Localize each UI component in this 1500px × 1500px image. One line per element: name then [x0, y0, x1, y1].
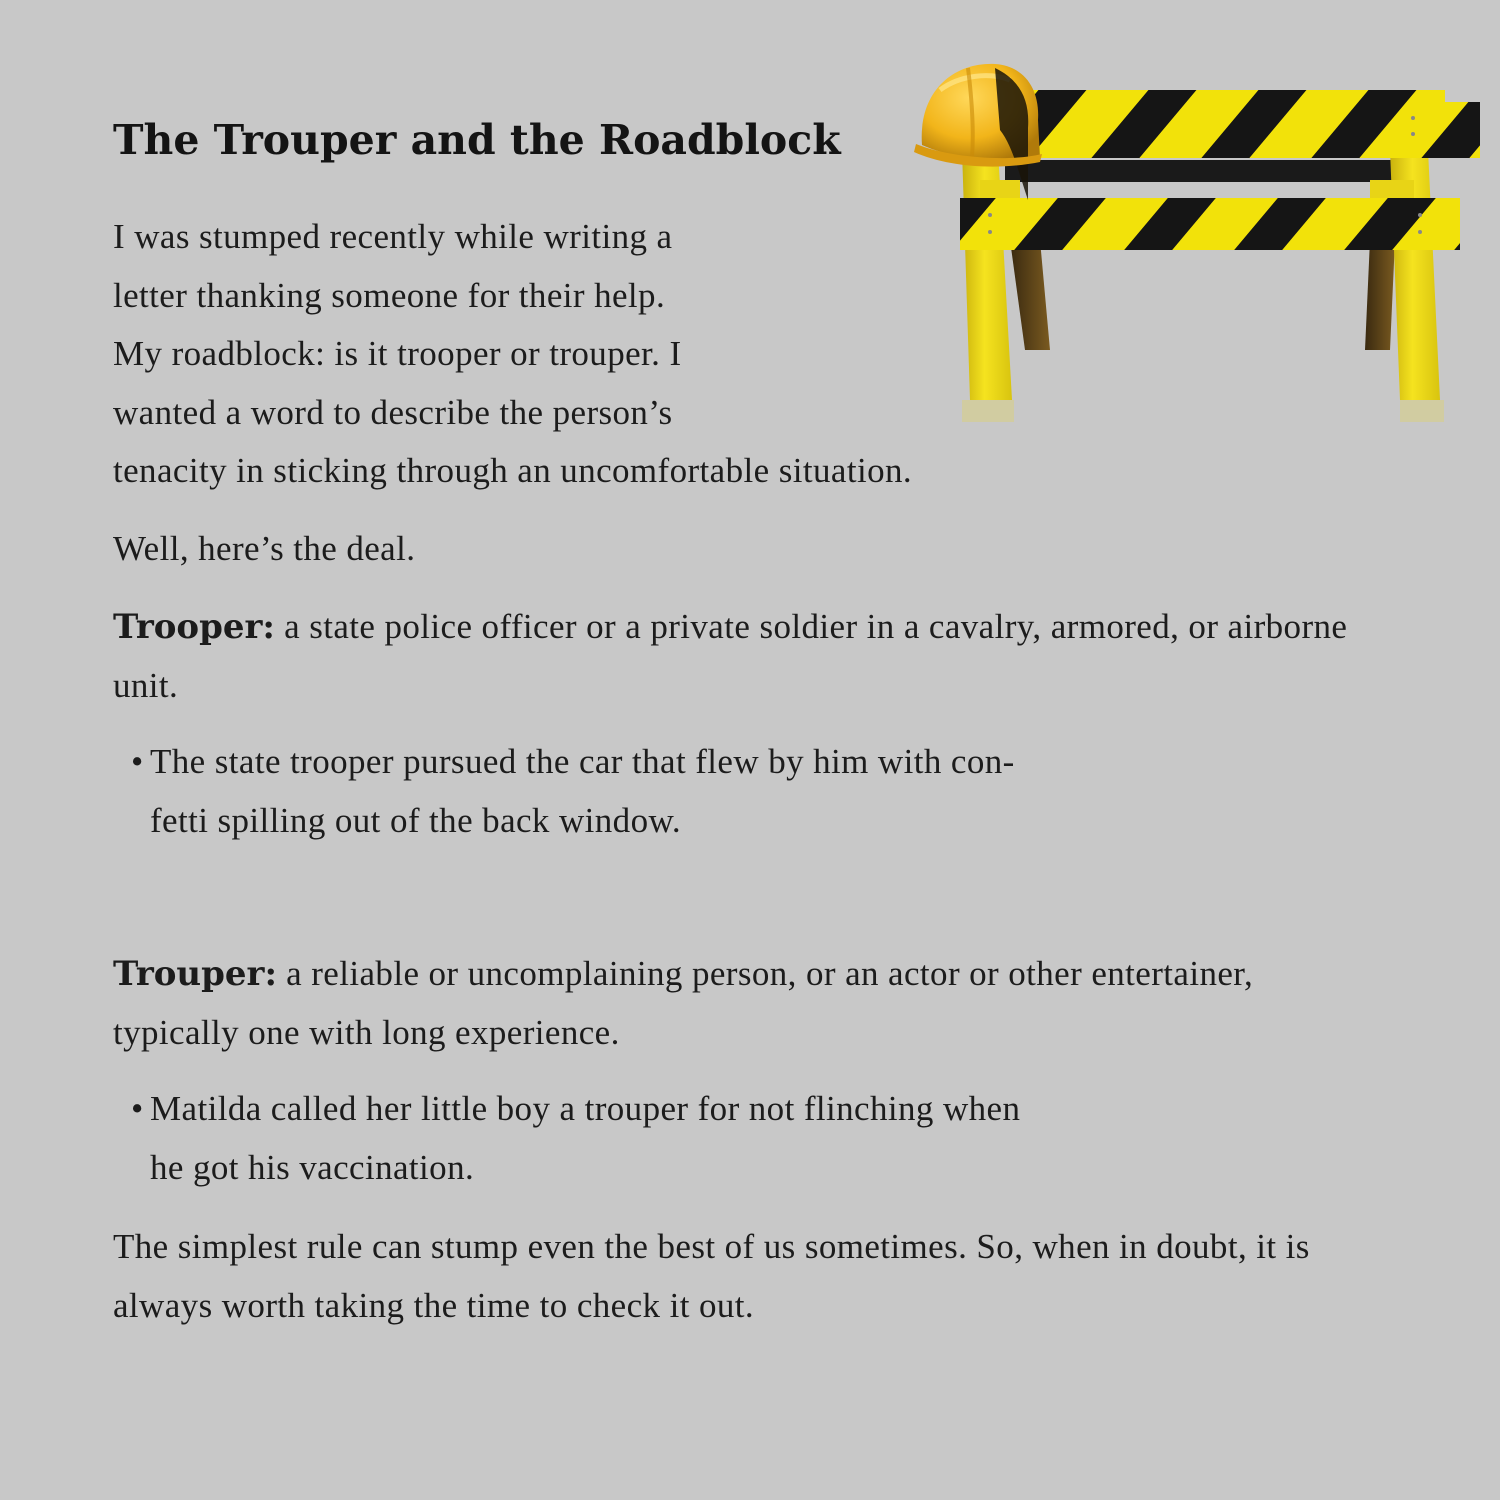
trooper-example-line: The state trooper pursued the car that flew by him with con- [150, 742, 1015, 781]
conclusion-paragraph: The simplest rule can stump even the best of us sometimes. So, when in doubt, it is always worth taking the time to check it out. [113, 1227, 1310, 1325]
bullet-icon: • [131, 1089, 144, 1128]
intro-line: wanted a word to describe the person’s [113, 392, 673, 432]
intro-paragraph [113, 208, 1413, 501]
article-title: The Trouper and the Roadblock [113, 116, 841, 164]
trooper-definition-text: a state police officer or a private soldier in a cavalry, armored, or airborne unit. [113, 607, 1348, 705]
intro-line: I was stumped recently while writing a [113, 217, 673, 256]
trooper-example-line: fetti spilling out of the back window. [150, 800, 682, 840]
trooper-term: Trooper: [113, 607, 275, 647]
intro-line: tenacity in sticking through an uncomfortable situation. [113, 451, 913, 490]
trouper-example-line: he got his vaccination. [150, 1147, 475, 1187]
intro-line: My roadblock: is it trooper or trouper. I [113, 334, 682, 373]
trooper-definition [113, 598, 1373, 715]
trouper-definition [113, 945, 1373, 1062]
trooper-example [131, 733, 1371, 850]
trouper-term: Trouper: [113, 954, 278, 994]
trouper-example [131, 1080, 1371, 1197]
transition-paragraph: Well, here’s the deal. [113, 529, 416, 568]
intro-line: letter thanking someone for their help. [113, 275, 666, 315]
trouper-definition-text: a reliable or uncomplaining person, or an actor or other entertainer, typically one with long experience. [113, 954, 1254, 1052]
bullet-icon: • [131, 742, 144, 781]
trouper-example-line: Matilda called her little boy a trouper for not flinching when [150, 1089, 1021, 1128]
